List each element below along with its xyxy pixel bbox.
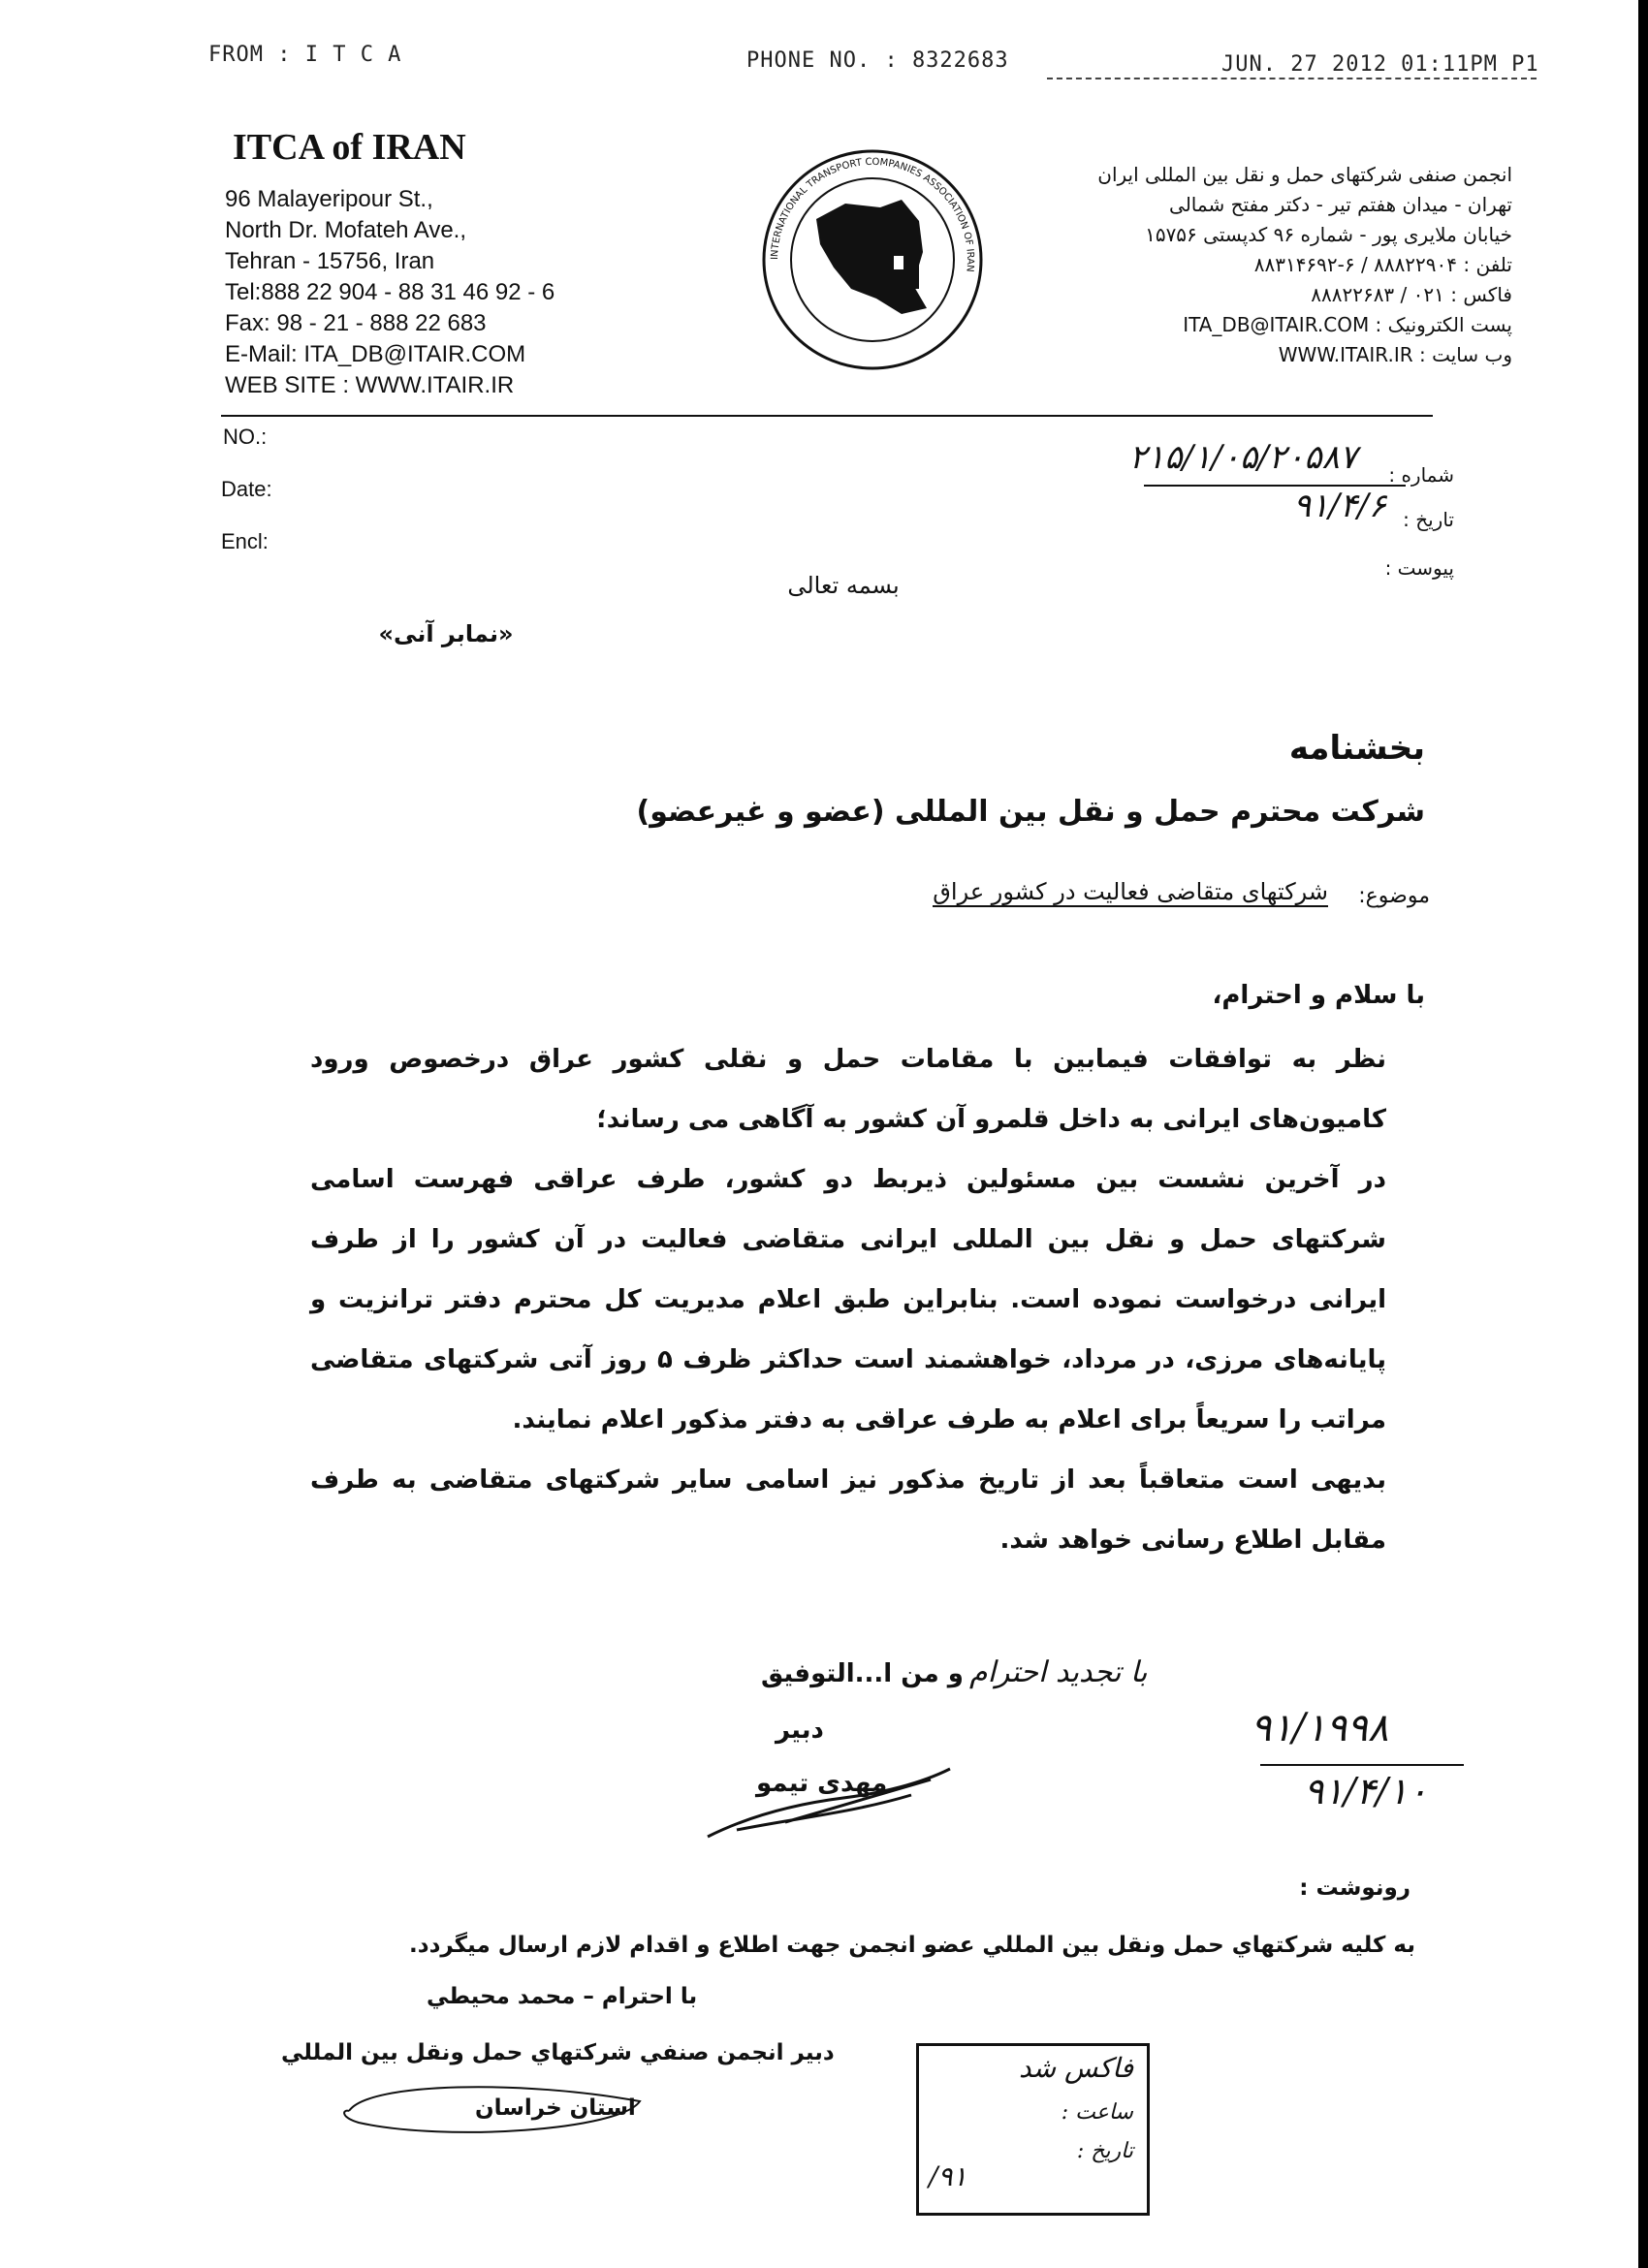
website-line-en: WEB SITE : WWW.ITAIR.IR [225,372,515,398]
received-stamp [916,2043,1150,2216]
circular-title: بخشنامه [1288,729,1425,768]
address-line-en: 96 Malayeripour St., [225,186,433,212]
logo-ring-text: INTERNATIONAL TRANSPORT COMPANIES ASSOCIATION OF IRAN [769,156,976,273]
copy-label: رونوشت : [1299,1875,1410,1901]
date-value: ۹۱/۴/۶ [1293,487,1386,525]
fax-phone: PHONE NO. : 8322683 [746,48,1009,73]
encl-label-fa: پیوست : [1384,556,1454,580]
address-block-en [225,184,555,401]
subject-text: شرکتهای متقاضی فعالیت در کشور عراق [933,878,1328,905]
signature-image [698,1745,989,1851]
address-line-fa: تهران - میدان هفتم تیر - دکتر مفتح شمالی [1169,193,1512,216]
no-value: ۲۱۵/۱/۰۵/۲۰۵۸۷ [1128,438,1357,477]
fax-datetime: JUN. 27 2012 01:11PM P1 [1221,52,1539,77]
copy-text: به كليه شركتهاي حمل ونقل بين المللي عضو انجمن جهت اطلاع و اقدام لازم ارسال ميگردد. [409,1933,1415,1958]
ref-date: ۹۱/۴/۱۰ [1304,1770,1428,1812]
invocation: بسمه تعالی [787,572,900,599]
phone-line-fa: تلفن : ۸۸۸۲۲۹۰۴ / ۶-۸۸۳۱۴۶۹۲ [1253,253,1512,276]
address-block-fa [1008,160,1512,370]
date-label-fa: تاریخ : [1403,508,1454,531]
email-line-en: E-Mail: ITA_DB@ITAIR.COM [225,341,526,367]
fax-from: FROM : I T C A [208,43,402,67]
province-signature-image [330,2072,659,2150]
closing: و من ا...التوفیق [761,1659,964,1688]
stamp-line: فاکس شد [1018,2052,1133,2084]
stamp-line: ساعت : [1061,2100,1133,2125]
fax-note: «نمابر آنی» [378,620,514,647]
body-paragraph: بدیهی است متعاقباً بعد از تاریخ مذکور نیز اسامی سایر شرکتهای متقاضی به طرف مقابل اطلاع رسانی خواهد شد. [310,1465,1386,1555]
signer-name: مهدی تیمو [756,1769,888,1798]
signer-title: دبیر [776,1716,824,1745]
body-paragraph: نظر به توافقات فیمابین با مقامات حمل و نقلی کشور عراق درخصوص ورود کامیون‌های ایرانی به داخل قلمرو آن کشور به آگاهی می رساند؛ [310,1045,1386,1134]
stamp-line: تاریخ : [1076,2139,1133,2163]
fax-line-en: Fax: 98 - 21 - 888 22 683 [225,310,487,336]
encl-label-en: Encl: [221,529,269,553]
copy-regards: با احترام – محمد محيطي [427,1984,698,2009]
letterhead-divider [221,415,1433,417]
org-name-fa: انجمن صنفی شرکتهای حمل و نقل بین المللی ایران [1097,163,1512,186]
address-line-fa: خیابان ملایری پور - شماره ۹۶ کدپستی ۱۵۷۵۶ [1145,223,1512,246]
date-label-en: Date: [221,477,272,501]
scan-edge [1638,0,1648,2268]
fax-header-rule [1047,78,1537,79]
closing-regards: با تجدید احترام [969,1655,1148,1689]
stamp-date: ۹۱/ [929,2160,967,2192]
ref-number: ۹۱/۱۹۹۸ [1251,1706,1389,1750]
email-line-fa: پست الکترونیک : ITA_DB@ITAIR.COM [1183,313,1512,336]
ref-rule [1260,1764,1464,1766]
copy-signer-title: دبير انجمن صنفي شركتهاي حمل ونقل بين المللي [281,2040,835,2065]
org-name-en: ITCA of IRAN [233,127,466,168]
copy-province: استان خراسان [475,2095,636,2121]
no-label-en: NO.: [223,425,268,449]
fax-line-fa: فاکس : ۰۲۱ / ۸۸۸۲۲۶۸۳ [1311,283,1512,306]
greeting: با سلام و احترام، [1212,981,1425,1010]
phone-line-en: Tel:888 22 904 - 88 31 46 92 - 6 [225,279,555,305]
website-line-fa: وب سایت : WWW.ITAIR.IR [1278,343,1512,366]
letter-body [310,1029,1386,1570]
address-line-en: North Dr. Mofateh Ave., [225,217,467,243]
addressee: شرکت محترم حمل و نقل بین المللی (عضو و غیرعضو) [636,795,1425,829]
subject-label: موضوع: [1358,884,1430,908]
itca-logo [756,143,989,376]
no-label-fa: شماره : [1388,463,1454,487]
address-line-en: Tehran - 15756, Iran [225,248,435,274]
body-paragraph: در آخرین نشست بین مسئولین ذیربط دو کشور، طرف عراقی فهرست اسامی شرکتهای حمل و نقل بین المللی ایرانی متقاضی فعالیت در آن کشور را از طرف ایرانی درخواست نموده است. بنابراین طبق اعلام مدیریت کل محترم دفتر ترانزیت و پایانه‌های مرزی، در مرداد، خواهشمند است حداکثر ظرف ۵ روز آتی شرکتهای متقاضی مراتب را سریعاً برای اعلام به طرف عراقی به دفتر مذکور اعلام نمایند. [310,1165,1386,1434]
